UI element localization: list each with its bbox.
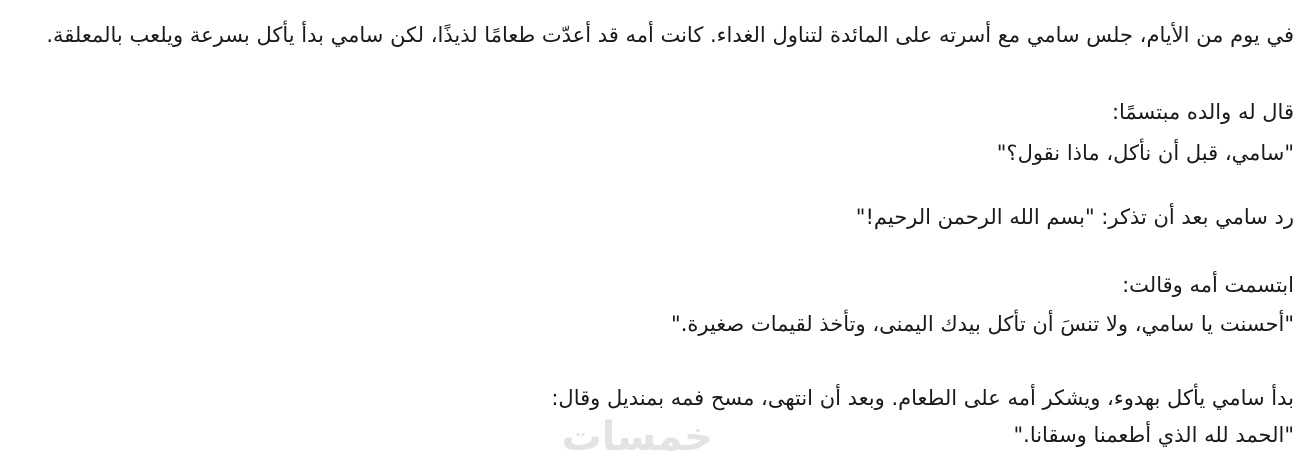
story-paragraph-2-line-2: "سامي، قبل أن نأكل، ماذا نقول؟": [996, 141, 1294, 165]
story-paragraph-3-line-1: رد سامي بعد أن تذكر: "بسم الله الرحمن الرحيم!": [855, 205, 1294, 229]
story-paragraph-2-line-1: قال له والده مبتسمًا:: [1111, 100, 1294, 124]
story-paragraph-5-line-2: "الحمد لله الذي أطعمنا وسقانا.": [1013, 423, 1294, 447]
story-paragraph-5-line-1: بدأ سامي يأكل بهدوء، ويشكر أمه على الطعام. وبعد أن انتهى، مسح فمه بمنديل وقال:: [551, 386, 1294, 410]
story-paragraph-4-line-2: "أحسنت يا سامي، ولا تنسَ أن تأكل بيدك اليمنى، وتأخذ لقيمات صغيرة.": [671, 312, 1294, 336]
story-paragraph-1-line-1: في يوم من الأيام، جلس سامي مع أسرته على المائدة لتناول الغداء. كانت أمه قد أعدّت طعامًا لذيذًا، لكن سامي بدأ يأكل بسرعة ويلعب بالمعلقة.: [46, 23, 1294, 47]
khamsat-watermark: خمسات: [561, 414, 713, 460]
story-paragraph-4-line-1: ابتسمت أمه وقالت:: [1122, 273, 1294, 297]
